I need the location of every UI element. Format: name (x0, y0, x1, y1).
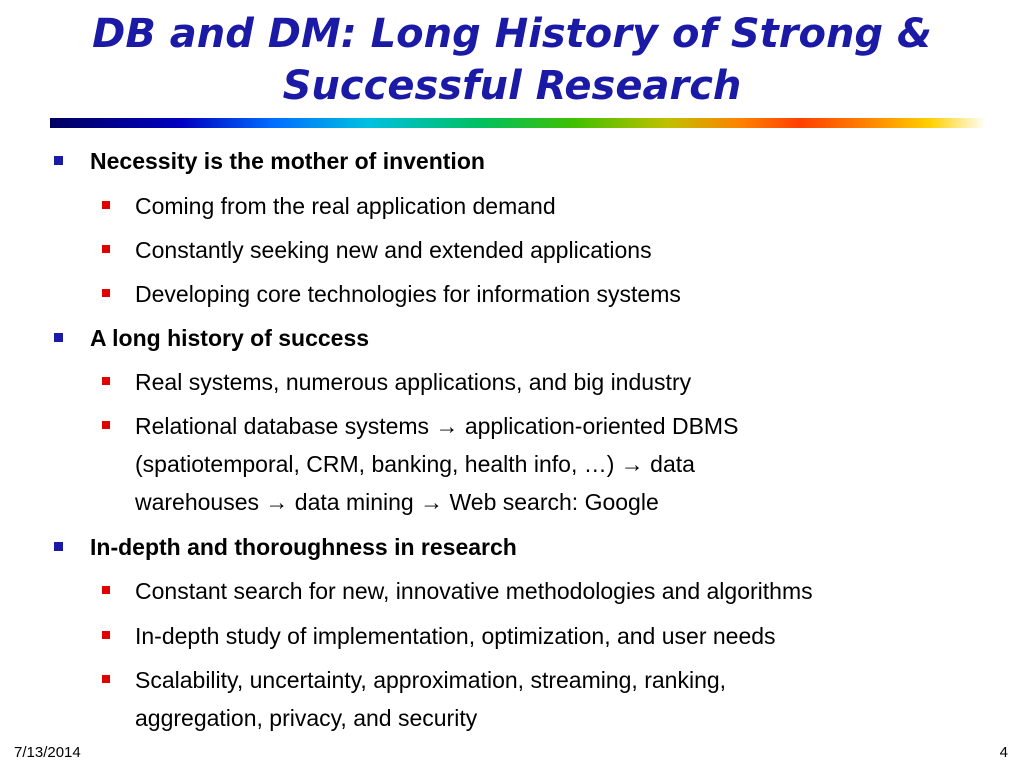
list-item-text: Constant search for new, innovative methodologies and algorithms (135, 578, 813, 604)
square-bullet-icon (102, 675, 110, 683)
list-item-text: aggregation, privacy, and security (135, 705, 478, 731)
square-bullet-icon (102, 421, 110, 429)
list-item-text: Constantly seeking new and extended applications (135, 237, 652, 263)
list-item-text: In-depth study of implementation, optimization, and user needs (135, 623, 776, 649)
title-line-1: DB and DM: Long History of Strong & (92, 11, 932, 57)
list-item-text: Developing core technologies for information systems (135, 281, 681, 307)
title-line-2: Successful Research (282, 63, 742, 109)
square-bullet-icon (54, 542, 63, 551)
list-item-text: Real systems, numerous applications, and big industry (135, 369, 692, 395)
list-item-continuation (135, 483, 659, 521)
footer-page-number: 4 (999, 744, 1008, 761)
section-heading-necessity (90, 142, 485, 180)
section-heading-text: A long history of success (90, 325, 370, 351)
square-bullet-icon (102, 377, 110, 385)
title-gradient-rule (50, 118, 986, 128)
square-bullet-icon (54, 156, 63, 165)
slide-title (40, 8, 984, 112)
footer-date: 7/13/2014 (14, 744, 81, 761)
square-bullet-icon (102, 245, 110, 253)
section-heading-text: In-depth and thoroughness in research (90, 534, 517, 560)
square-bullet-icon (102, 289, 110, 297)
section-heading-history (90, 319, 369, 357)
list-item-continuation (135, 699, 477, 737)
list-item-text: Relational database systems → application-oriented DBMS (135, 413, 739, 439)
list-item (135, 407, 738, 445)
list-item-text: warehouses → data mining → Web search: Google (135, 489, 659, 515)
list-item-text: Scalability, uncertainty, approximation, streaming, ranking, (135, 667, 727, 693)
list-item (135, 661, 726, 699)
list-item (135, 187, 556, 225)
list-item (135, 275, 681, 313)
section-heading-text: Necessity is the mother of invention (90, 148, 485, 174)
list-item-text: Coming from the real application demand (135, 193, 556, 219)
list-item (135, 617, 776, 655)
list-item (135, 572, 813, 610)
section-heading-research (90, 528, 517, 566)
square-bullet-icon (102, 631, 110, 639)
list-item (135, 231, 652, 269)
square-bullet-icon (102, 586, 110, 594)
list-item-continuation (135, 445, 695, 483)
square-bullet-icon (54, 333, 63, 342)
square-bullet-icon (102, 201, 110, 209)
list-item (135, 363, 691, 401)
list-item-text: (spatiotemporal, CRM, banking, health info, …) → data (135, 451, 695, 477)
